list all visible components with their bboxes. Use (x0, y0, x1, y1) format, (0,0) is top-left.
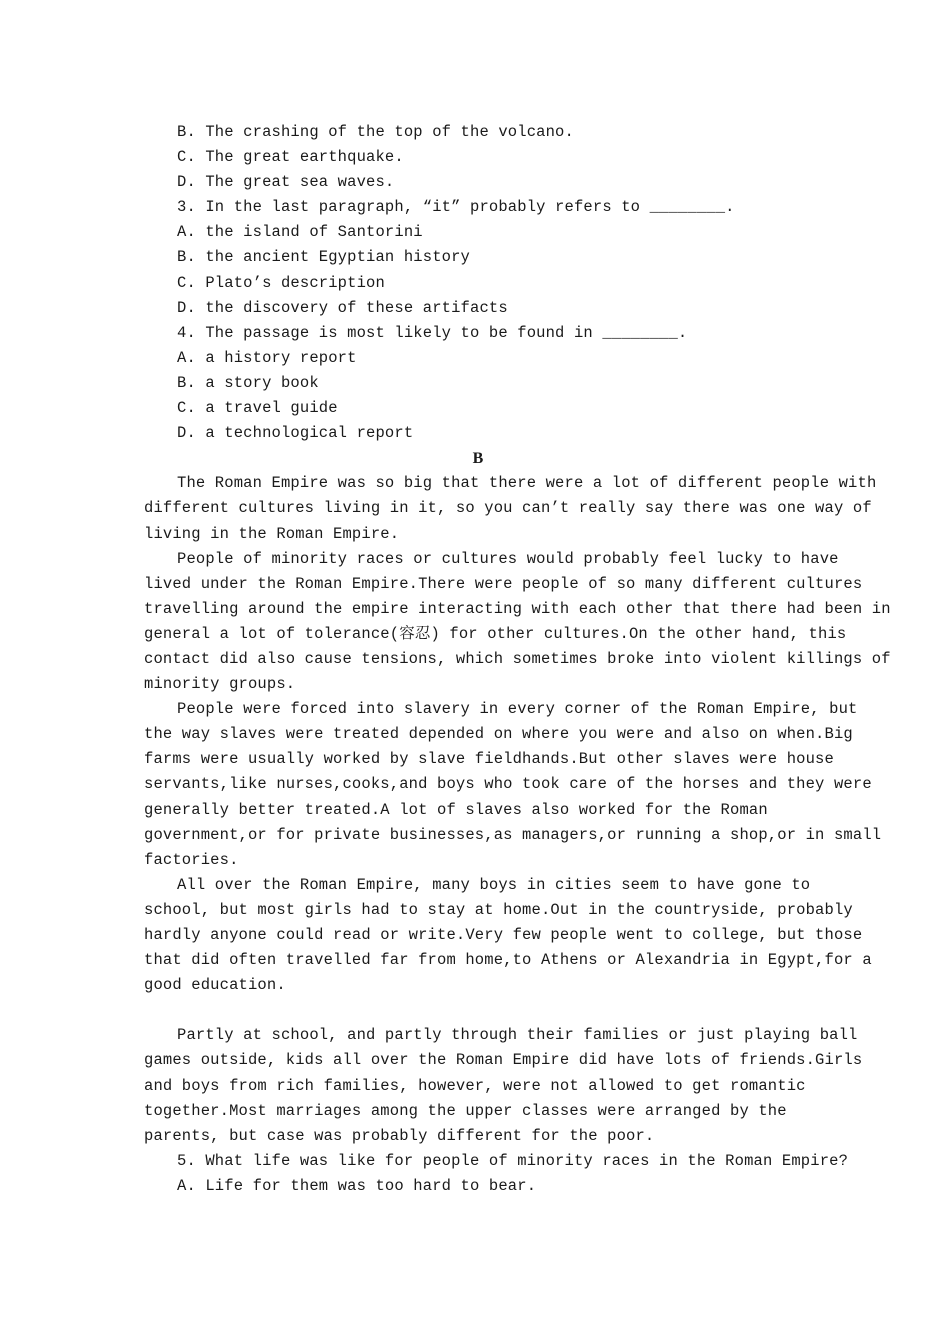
q4-option-b: B. a story book (177, 373, 319, 392)
q3-option-d: D. the discovery of these artifacts (177, 298, 508, 317)
passage-line: minority groups. (144, 675, 296, 694)
question-5 (144, 1149, 849, 1199)
passage-line: living in the Roman Empire. (144, 524, 400, 543)
q4-option-a: A. a history report (177, 348, 357, 367)
q5-option-a: A. Life for them was too hard to bear. (177, 1176, 537, 1195)
passage-line: generally better treated.A lot of slaves also worked for the Roman (144, 800, 768, 819)
q3-option-a: A. the island of Santorini (177, 223, 423, 242)
passage-line: People of minority races or cultures would probably feel lucky to have (177, 549, 839, 568)
passage-line: different cultures living in it, so you can’t really say there was one way of (144, 499, 872, 518)
q5-stem: 5. What life was like for people of minority races in the Roman Empire? (177, 1151, 849, 1170)
passage-line: lived under the Roman Empire.There were people of so many different cultures (144, 574, 863, 593)
passage-line: contact did also cause tensions, which sometimes broke into violent killings of (144, 649, 891, 668)
passage-line: servants,like nurses,cooks,and boys who took care of the horses and they were (144, 775, 872, 794)
passage-line: games outside, kids all over the Roman Empire did have lots of friends.Girls (144, 1051, 863, 1070)
question-2-options (144, 120, 812, 195)
passage-line: together.Most marriages among the upper classes were arranged by the (144, 1101, 787, 1120)
q4-option-c: C. a travel guide (177, 399, 338, 418)
passage-line: general a lot of tolerance(容忍) for other cultures.On the other hand, this (144, 624, 847, 643)
q2-option-d: D. The great sea waves. (177, 173, 395, 192)
passage-line: hardly anyone could read or write.Very few people went to college, but those (144, 926, 863, 944)
question-3 (144, 195, 812, 320)
passage-line: parents, but case was probably different for the poor. (144, 1126, 655, 1145)
passage-line: school, but most girls had to stay at home.Out in the countryside, probably (144, 900, 853, 919)
q3-option-c: C. Plato’s description (177, 273, 385, 292)
passage-line: farms were usually worked by slave fieldhands.But other slaves were house (144, 750, 834, 769)
passage-line: The Roman Empire was so big that there were a lot of different people with (177, 474, 877, 493)
passage-part-2 (144, 1023, 863, 1148)
q2-option-c: C. The great earthquake. (177, 148, 404, 167)
passage-line: travelling around the empire interacting with each other that there had been in (144, 599, 891, 618)
passage-line: the way slaves were treated depended on where you were and also on when.Big (144, 725, 853, 744)
document-page (144, 120, 891, 1199)
passage-line: All over the Roman Empire, many boys in cities seem to have gone to (177, 875, 811, 894)
passage-line: government,or for private businesses,as managers,or running a shop,or in small (144, 825, 882, 844)
q3-stem: 3. In the last paragraph, “it” probably refers to ________. (177, 198, 735, 217)
passage-part-1 (144, 471, 891, 998)
passage-line: People were forced into slavery in every corner of the Roman Empire, but (177, 700, 858, 719)
paragraph-gap (144, 998, 812, 1023)
q4-option-d: D. a technological report (177, 424, 414, 443)
passage-line: factories. (144, 850, 239, 869)
passage-line: Partly at school, and partly through their families or just playing ball (177, 1026, 858, 1045)
passage-line: that did often travelled far from home,to Athens or Alexandria in Egypt,for a (144, 951, 872, 970)
question-4 (144, 321, 812, 446)
q2-option-b: B. The crashing of the top of the volcano. (177, 123, 574, 141)
q4-stem: 4. The passage is most likely to be found in ________. (177, 323, 688, 342)
passage-line: good education. (144, 976, 286, 995)
passage-line: and boys from rich families, however, were not allowed to get romantic (144, 1076, 806, 1095)
q3-option-b: B. the ancient Egyptian history (177, 248, 470, 267)
section-b-heading: B (472, 450, 484, 468)
